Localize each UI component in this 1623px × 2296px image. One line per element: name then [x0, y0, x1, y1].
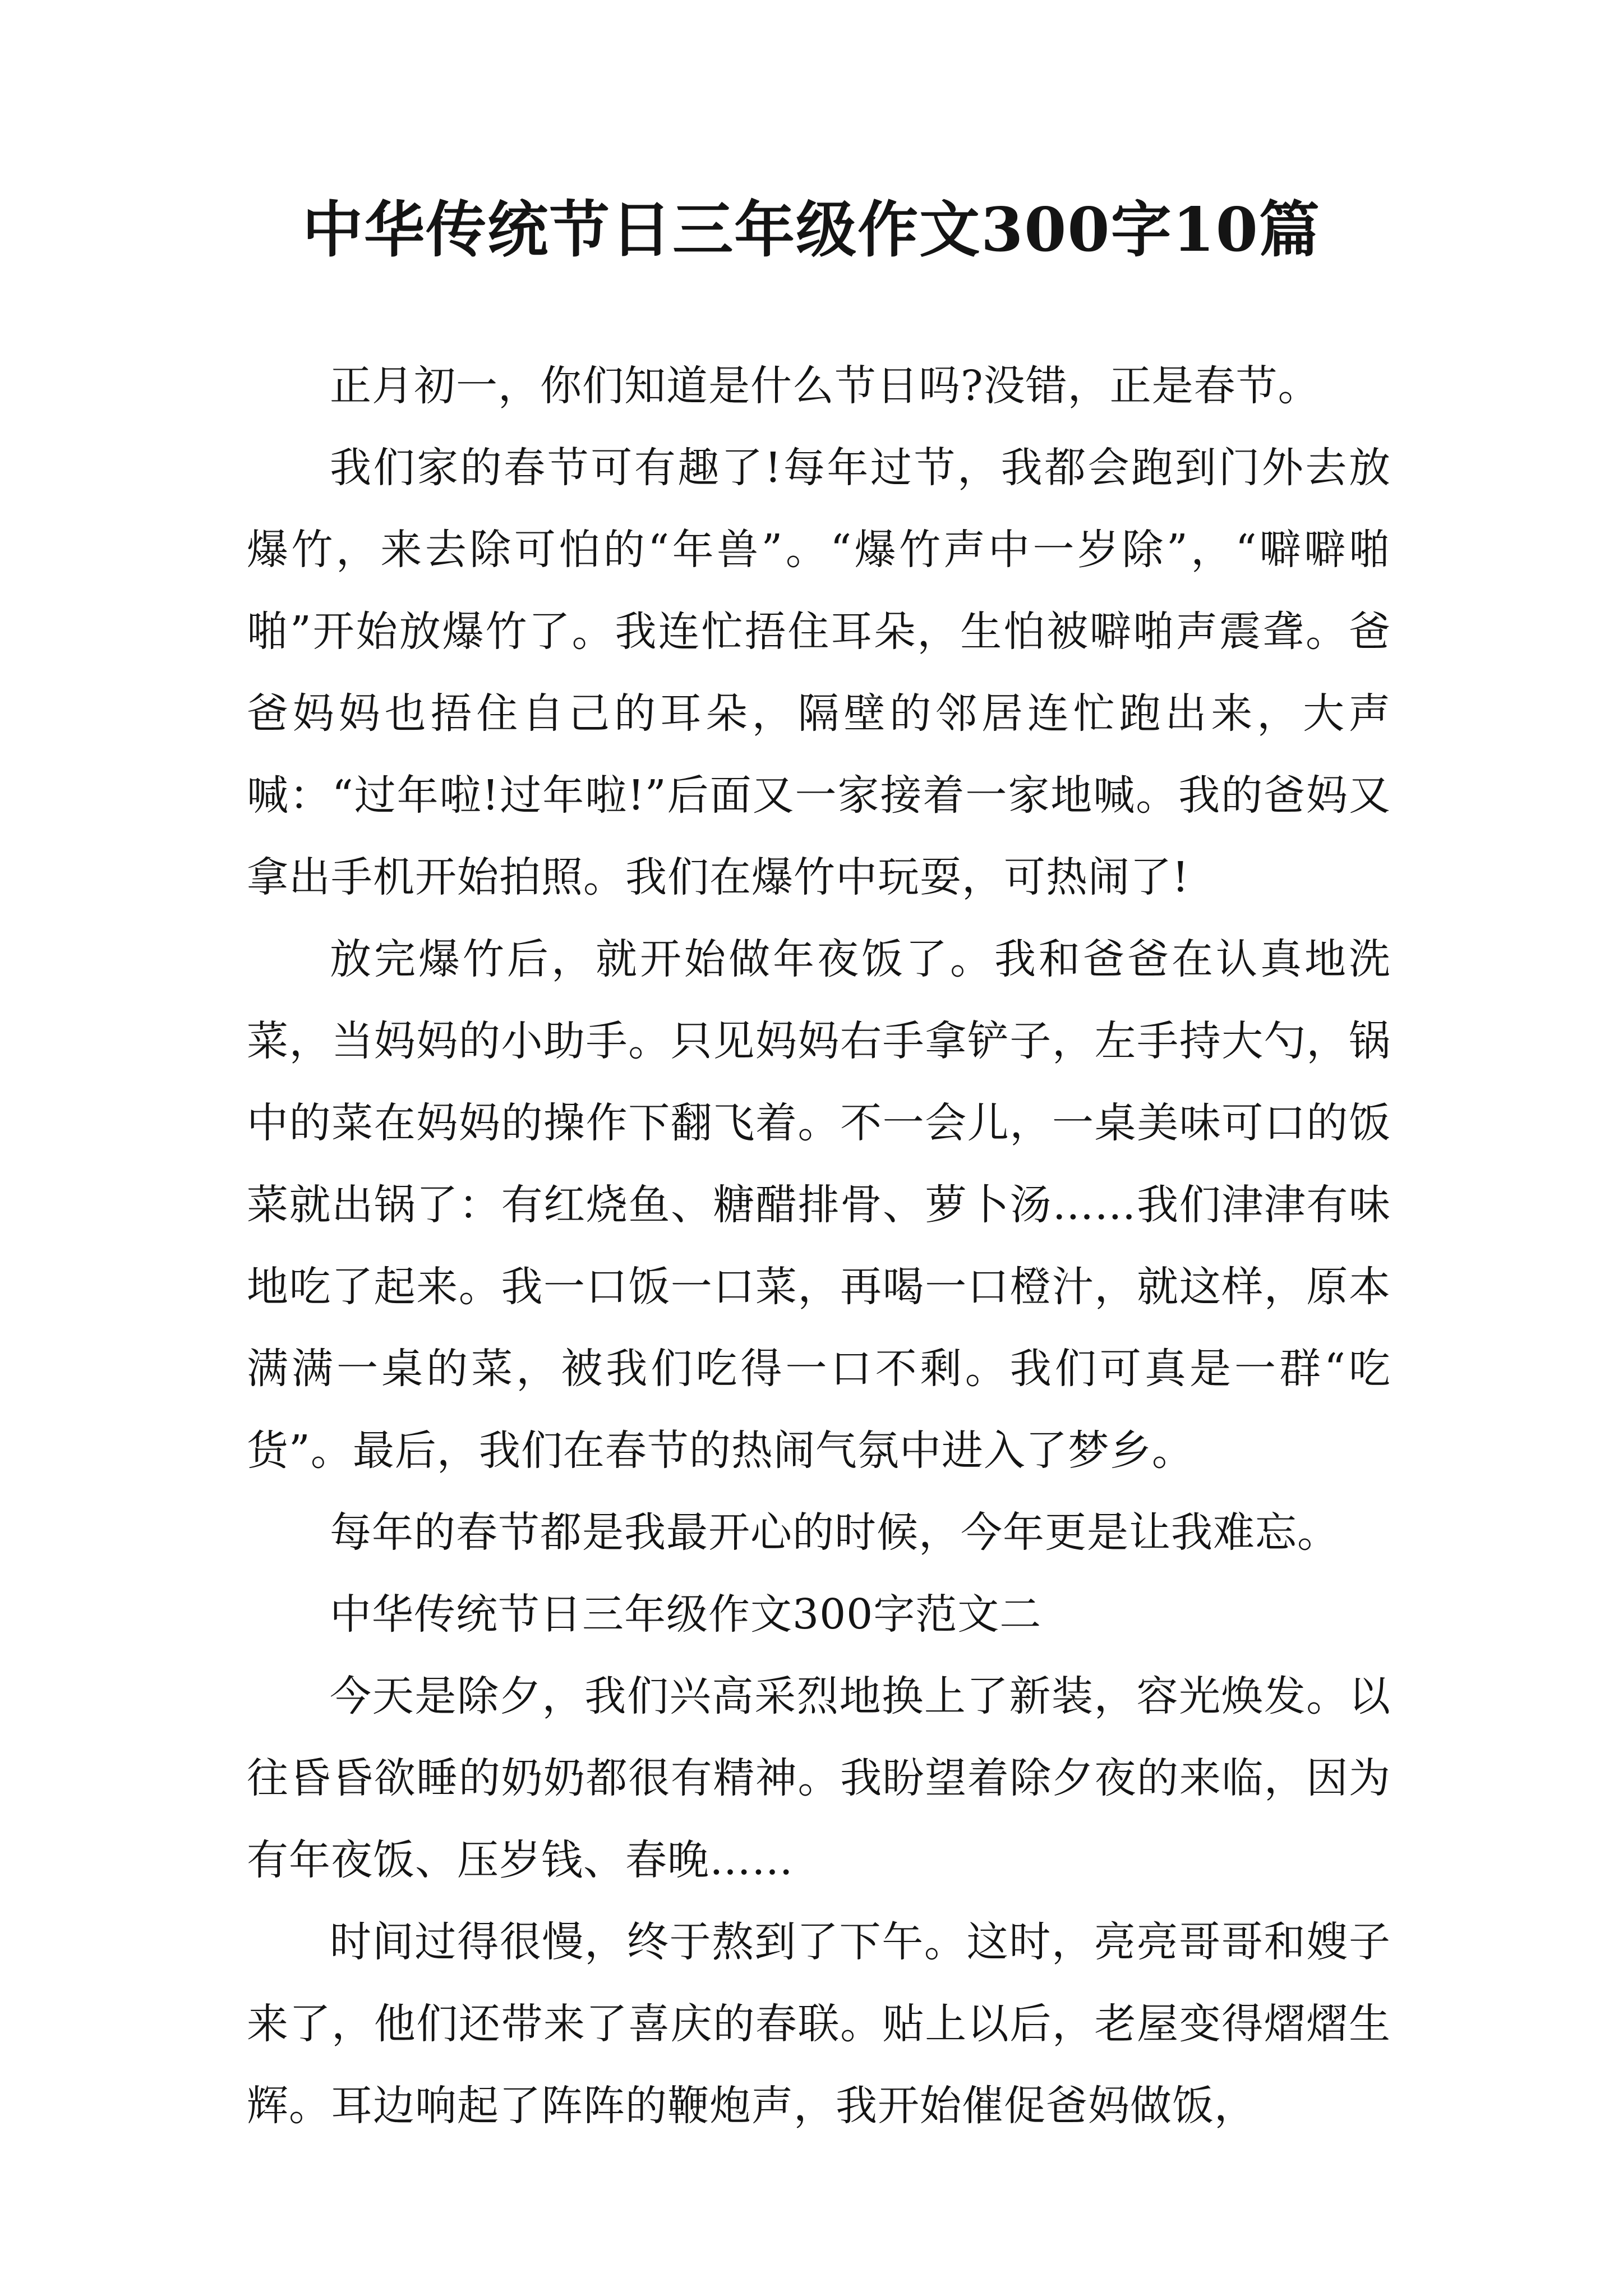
- paragraph-1: 正月初一，你们知道是什么节日吗?没错，正是春节。: [330, 362, 1320, 410]
- document-title: 中华传统节日三年级作文300字10篇: [302, 195, 1321, 265]
- paragraph-2: 我们家的春节可有趣了!每年过节，我都会跑到门外去放爆竹，来去除可怕的“年兽”。“爆竹声中一岁除”，“噼噼啪啪”开始放爆竹了。我连忙捂住耳朵，生怕被噼啪声震聋。爸爸妈妈也捂住自己的耳朵，隔壁的邻居连忙跑出来，大声喊：“过年啦!过年啦!”后面又一家接着一家地喊。我的爸妈又拿出手机开始拍照。我们在爆竹中玩耍，可热闹了!: [247, 444, 1391, 901]
- paragraph-5: 今天是除夕，我们兴高采烈地换上了新装，容光焕发。以往昏昏欲睡的奶奶都很有精神。我盼望着除夕夜的来临，因为有年夜饭、压岁钱、春晚……: [247, 1672, 1391, 1884]
- document-body: [247, 345, 1391, 2147]
- section-heading: 中华传统节日三年级作文300字范文二: [330, 1590, 1042, 1639]
- paragraph-6: 时间过得很慢，终于熬到了下午。这时，亮亮哥哥和嫂子来了，他们还带来了喜庆的春联。贴上以后，老屋变得熠熠生辉。耳边响起了阵阵的鞭炮声，我开始催促爸妈做饭，: [247, 1918, 1391, 2130]
- paragraph-3: 放完爆竹后，就开始做年夜饭了。我和爸爸在认真地洗菜，当妈妈的小助手。只见妈妈右手拿铲子，左手持大勺，锅中的菜在妈妈的操作下翻飞着。不一会儿，一桌美味可口的饭菜就出锅了：有红烧鱼、糖醋排骨、萝卜汤……我们津津有味地吃了起来。我一口饭一口菜，再喝一口橙汁，就这样，原本满满一桌的菜，被我们吃得一口不剩。我们可真是一群“吃货”。最后，我们在春节的热闹气氛中进入了梦乡。: [247, 935, 1391, 1475]
- paragraph-4: 每年的春节都是我最开心的时候，今年更是让我难忘。: [330, 1508, 1339, 1557]
